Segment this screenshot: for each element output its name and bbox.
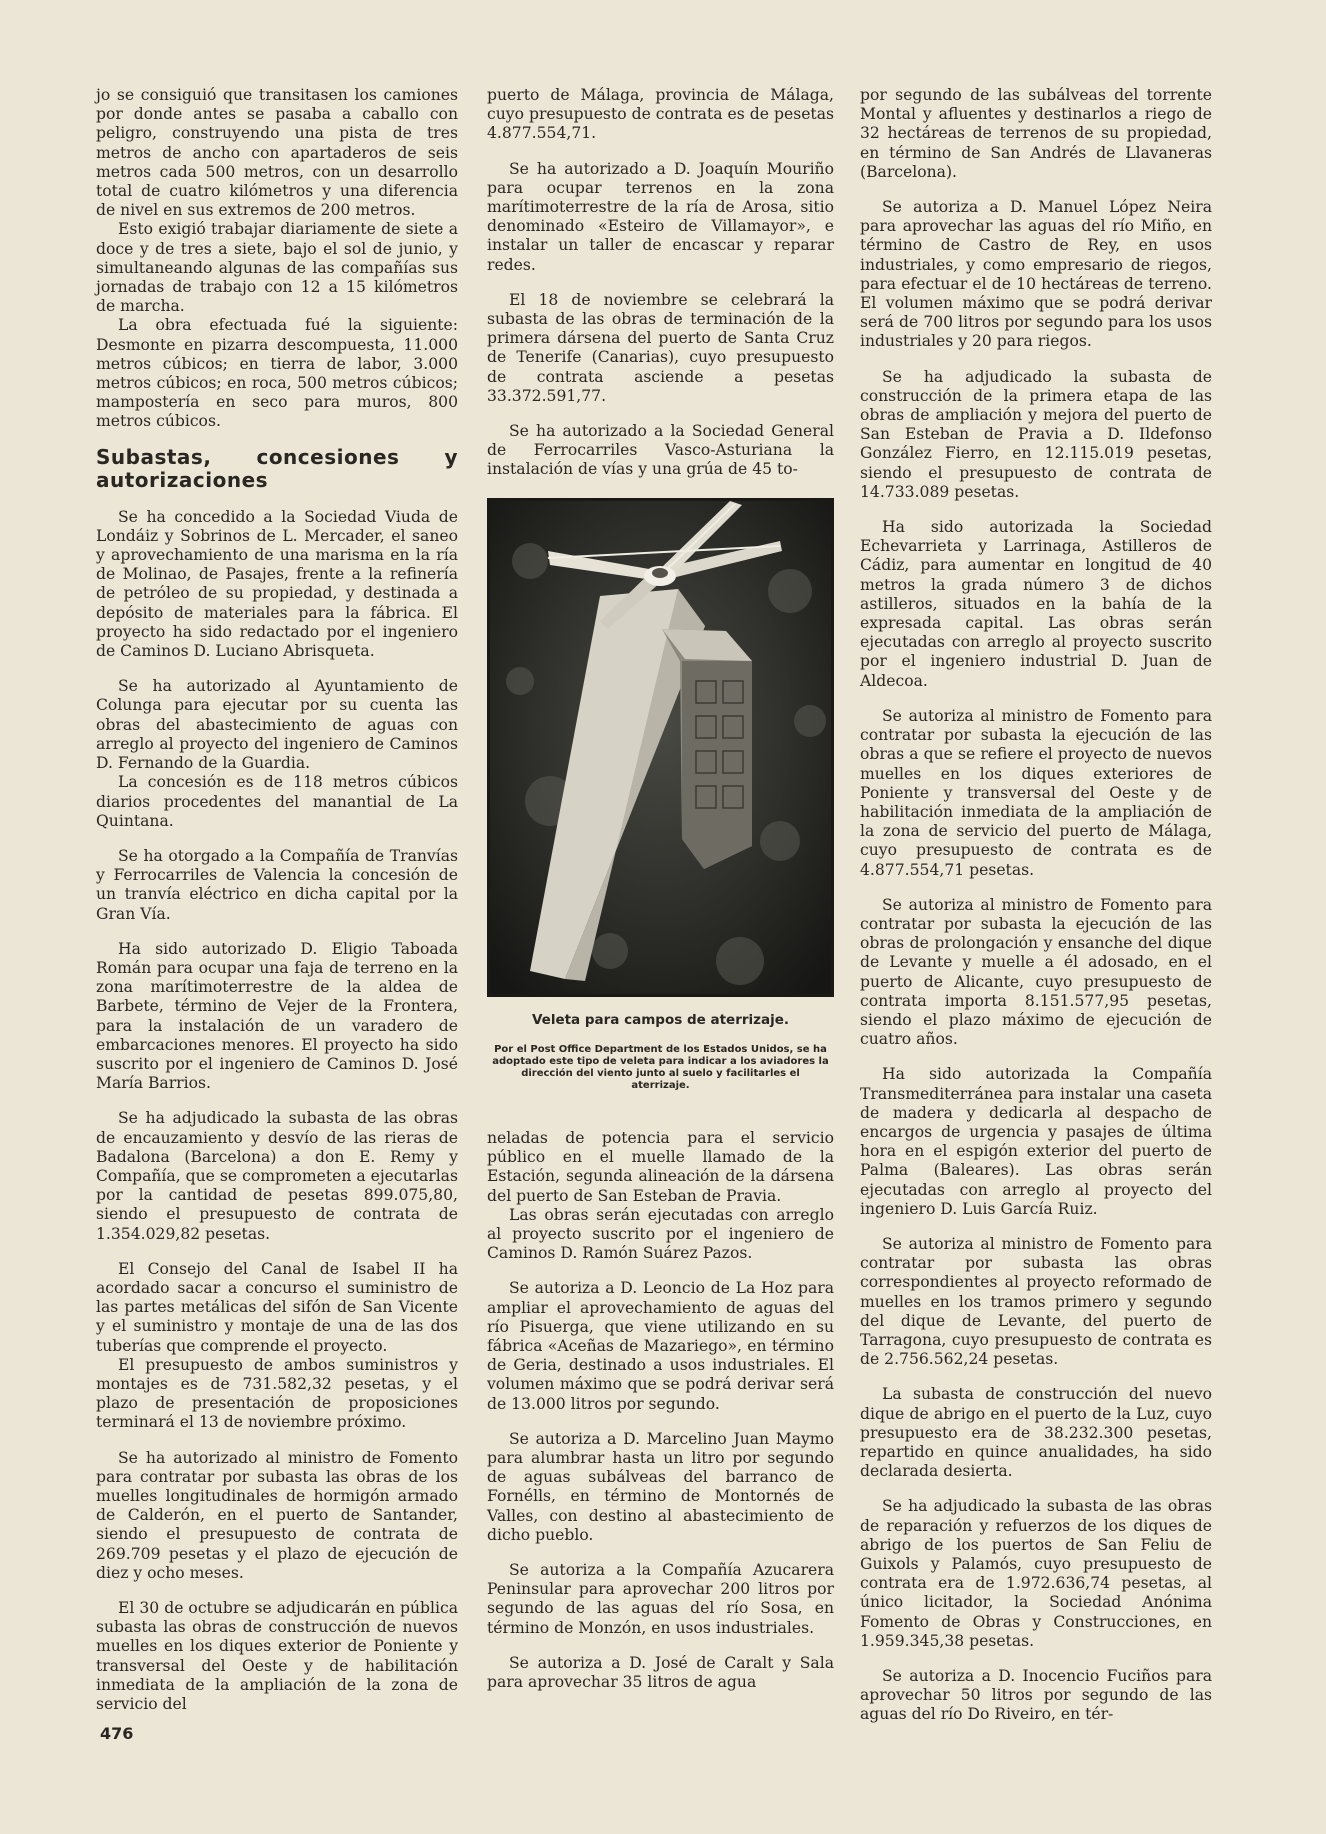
paragraph: Se autoriza al ministro de Fomento para contratar por subasta la ejecución de las obras a que se refiere el proyecto de nuevos muelles en los diques exteriores de Poniente y transversal del Oeste y de habilitación inmediata de la ampliación de la zona de servicio del puerto de Málaga, cuyo presupuesto de contrata es de 4.877.554,71 pesetas.: [860, 706, 1212, 879]
paragraph: Se autoriza a D. Leoncio de La Hoz para ampliar el aprovechamiento de aguas del río Pisuerga, que viene utilizando en su fábrica «Aceñas de Mazariego», en término de Geria, destinado a usos industriales. El volumen máximo que se podrá derivar será de 13.000 litros por segundo.: [487, 1279, 834, 1413]
wind-vane-photo: [487, 498, 834, 997]
paragraph: Se autoriza al ministro de Fomento para contratar por subasta las obras correspondientes al proyecto reformado de muelles en los tramos primero y segundo del dique de Levante, del puerto de Tarragona, cuyo presupuesto de contrata es de 2.756.562,24 pesetas.: [860, 1234, 1212, 1369]
paragraph: Se ha autorizado a la Sociedad General de Ferrocarriles Vasco-Asturiana la instalación de vías y una grúa de 45 to-: [487, 422, 834, 479]
paragraph: Se autoriza a D. Manuel López Neira para aprovechar las aguas del río Miño, en término de Castro de Rey, en usos industriales, y como empresario de riegos, para efectuar el de 10 hectáreas de terreno. El volumen máximo que se podrá derivar será de 700 litros por segundo para los usos industriales y 20 para riegos.: [860, 198, 1212, 351]
paragraph: puerto de Málaga, provincia de Málaga, cuyo presupuesto de contrata es de pesetas 4.877.554,71.: [487, 86, 834, 143]
paragraph: Se ha adjudicado la subasta de las obras de encauzamiento y desvío de las rieras de Badalona (Barcelona) a don E. Remy y Compañía, que se comprometen a ejecutarlas por la cantidad de pesetas 899.075,80, siendo el presupuesto de contrata de 1.354.029,82 pesetas.: [96, 1109, 458, 1243]
paragraph: La obra efectuada fué la siguiente: Desmonte en pizarra descompuesta, 11.000 metros cúbicos; en tierra de labor, 3.000 metros cúbicos; en roca, 500 metros cúbicos; mampostería en seco para muros, 800 metros cúbicos.: [96, 316, 458, 431]
section-heading: Subastas, concesiones y autorizaciones: [96, 444, 458, 492]
paragraph: Ha sido autorizada la Compañía Transmediterránea para instalar una caseta de madera y dedicarla al despacho de encargos de urgencia y pasajes de última hora en el espigón exterior del puerto de Palma (Baleares). Las obras serán ejecutadas con arreglo al proyecto del ingeniero D. Luis García Ruiz.: [860, 1065, 1212, 1218]
paragraph: Se ha adjudicado la subasta de construcción de la primera etapa de las obras de ampliación y mejora del puerto de San Esteban de Pravia a D. Ildefonso González Fierro, en 12.115.019 pesetas, siendo el presupuesto de contrata de 14.733.089 pesetas.: [860, 367, 1212, 501]
figure: [487, 498, 834, 1092]
paragraph: Se autoriza al ministro de Fomento para contratar por subasta la ejecución de las obras de prolongación y ensanche del dique de Levante y muelle a él adosado, en el puerto de Alicante, cuyo presupuesto de contrata importa 8.151.577,95 pesetas, siendo el plazo máximo de ejecución de cuatro años.: [860, 895, 1212, 1049]
figure-caption-text: Por el Post Office Department de los Estados Unidos, se ha adoptado este tipo de veleta para indicar a los aviadores la dirección del viento junto al suelo y facilitarles el aterrizaje.: [492, 1044, 829, 1092]
paragraph: Se ha autorizado a D. Joaquín Mouriño para ocupar terrenos en la zona marítimoterrestre de la ría de Arosa, sitio denominado «Esteiro de Villamayor», e instalar un taller de encascar y reparar redes.: [487, 159, 834, 274]
wind-vane-illustration: [490, 501, 831, 994]
paragraph: La subasta de construcción del nuevo dique de abrigo en el puerto de la Luz, cuyo presupuesto era de 38.232.300 pesetas, repartido en quince anualidades, ha sido declarada desierta.: [860, 1385, 1212, 1481]
paragraph: El 30 de octubre se adjudicarán en pública subasta las obras de construcción de nuevos muelles en los diques exterior de Poniente y transversal del Oeste y de habilitación inmediata de la ampliación de la zona de servicio del: [96, 1599, 458, 1714]
paragraph: Se autoriza a D. Inocencio Fuciños para aprovechar 50 litros por segundo de las aguas del río Do Riveiro, en tér-: [860, 1667, 1212, 1724]
page-number: 476: [100, 1724, 134, 1743]
paragraph: Esto exigió trabajar diariamente de siete a doce y de tres a siete, bajo el sol de junio, y simultaneando algunas de las compañías sus jornadas de trabajo con 12 a 15 kilómetros de marcha.: [96, 220, 458, 316]
paragraph: Se autoriza a D. José de Caralt y Sala para aprovechar 35 litros de agua: [487, 1653, 834, 1692]
paragraph: Se ha otorgado a la Compañía de Tranvías y Ferrocarriles de Valencia la concesión de un tranvía eléctrico en dicha capital por la Gran Vía.: [96, 846, 458, 923]
paragraph: La concesión es de 118 metros cúbicos diarios procedentes del manantial de La Quintana.: [96, 773, 458, 830]
column-middle-top: [487, 86, 834, 496]
paragraph: neladas de potencia para el servicio público en el muelle llamado de la Estación, segunda alineación de la dársena del puerto de San Esteban de Pravia.: [487, 1129, 834, 1205]
figure-caption-title: Veleta para campos de aterrizaje.: [531, 1012, 790, 1028]
paragraph: El Consejo del Canal de Isabel II ha acordado sacar a concurso el suministro de las partes metálicas del sifón de San Vicente y el suministro y montaje de una de las dos tuberías que comprende el proyecto.: [96, 1259, 458, 1355]
column-middle-bottom: [487, 1129, 834, 1708]
paragraph: Ha sido autorizada la Sociedad Echevarrieta y Larrinaga, Astilleros de Cádiz, para aumentar en longitud de 40 metros la grada número 3 de dichos astilleros, situados en la bahía de la expresada capital. Las obras serán ejecutadas con arreglo al proyecto suscrito por el ingeniero industrial D. Juan de Aldecoa.: [860, 518, 1212, 690]
paragraph: jo se consiguió que transitasen los camiones por donde antes se pasaba a caballo con peligro, construyendo una pista de tres metros de ancho con apartaderos de seis metros cada 500 metros, con un desarrollo total de cuatro kilómetros y una diferencia de nivel en sus extremos de 200 metros.: [96, 86, 458, 220]
paragraph: Se ha concedido a la Sociedad Viuda de Londáiz y Sobrinos de L. Mercader, el saneo y aprovechamiento de una marisma en la ría de Molinao, de Pasajes, frente a la refinería de petróleo de su propiedad, y destinada a depósito de materiales para la fábrica. El proyecto ha sido redactado por el ingeniero de Caminos D. Luciano Abrisqueta.: [96, 507, 458, 661]
column-right: [860, 86, 1212, 1741]
paragraph: El presupuesto de ambos suministros y montajes es de 731.582,32 pesetas, y el plazo de presentación de proposiciones terminará el 13 de noviembre próximo.: [96, 1355, 458, 1432]
paragraph: Ha sido autorizado D. Eligio Taboada Román para ocupar una faja de terreno en la zona marítimoterrestre de la aldea de Barbete, término de Vejer de la Frontera, para la instalación de un varadero de embarcaciones menores. El proyecto ha sido suscrito por el ingeniero de Caminos D. José María Barrios.: [96, 939, 458, 1093]
paragraph: El 18 de noviembre se celebrará la subasta de las obras de terminación de la primera dársena del puerto de Santa Cruz de Tenerife (Canarias), cuyo presupuesto de contrata asciende a pesetas 33.372.591,77.: [487, 290, 834, 405]
paragraph: Se autoriza a la Compañía Azucarera Peninsular para aprovechar 200 litros por segundo de las aguas del río Sosa, en término de Monzón, en usos industriales.: [487, 1561, 834, 1637]
paragraph: por segundo de las subálveas del torrente Montal y afluentes y destinarlos a riego de 32 hectáreas de terrenos de su propiedad, en término de San Andrés de Llavaneras (Barcelona).: [860, 86, 1212, 181]
paragraph: Se ha adjudicado la subasta de las obras de reparación y refuerzos de los diques de abrigo de los puertos de San Feliu de Guixols y Palamós, cuyo presupuesto de contrata era de 1.972.636,74 pesetas, al único licitador, la Sociedad Anónima Fomento de Obras y Construcciones, en 1.959.345,38 pesetas.: [860, 1497, 1212, 1650]
paragraph: Se ha autorizado al ministro de Fomento para contratar por subasta las obras de los muelles longitudinales de hormigón armado de Calderón, en el puerto de Santander, siendo el presupuesto de contrata de 269.709 pesetas y el plazo de ejecución de diez y ocho meses.: [96, 1448, 458, 1582]
paragraph: Se autoriza a D. Marcelino Juan Maymo para alumbrar hasta un litro por segundo de aguas subálveas del barranco de Fornélls, en término de Montornés de Valles, con destino al abastecimiento de dicho pueblo.: [487, 1429, 834, 1544]
paragraph: Se ha autorizado al Ayuntamiento de Colunga para ejecutar por su cuenta las obras del abastecimiento de aguas con arreglo al proyecto del ingeniero de Caminos D. Fernando de la Guardia.: [96, 677, 458, 773]
column-left: [96, 86, 458, 1730]
paragraph: Las obras serán ejecutadas con arreglo al proyecto suscrito por el ingeniero de Caminos D. Ramón Suárez Pazos.: [487, 1205, 834, 1263]
